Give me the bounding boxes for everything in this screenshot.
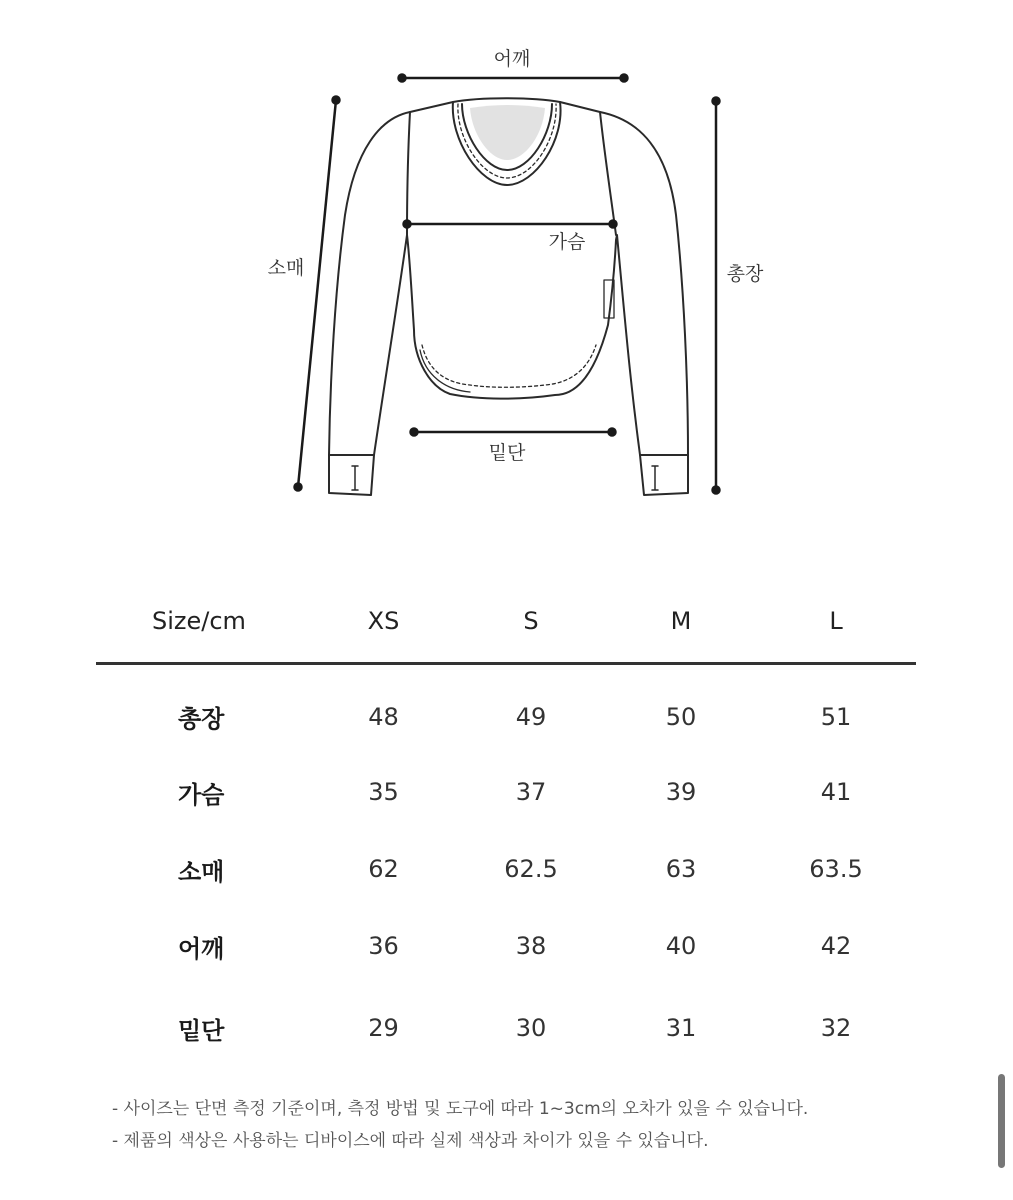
- table-row: [96, 767, 916, 817]
- row-label: 가슴: [178, 780, 225, 809]
- header-size-unit: Size/cm: [96, 580, 311, 664]
- table-cell: 40: [665, 932, 697, 960]
- shoulder-label: 어깨: [493, 48, 531, 70]
- header-m: M: [606, 580, 756, 664]
- table-row: [96, 664, 916, 768]
- size-table: [96, 580, 916, 1085]
- table-cell: 37: [515, 778, 547, 806]
- chest-label: 가슴: [548, 231, 586, 253]
- row-label: 총장: [178, 705, 225, 733]
- table-cell: 62: [368, 855, 399, 883]
- note-line: - 제품의 색상은 사용하는 디바이스에 따라 실제 색상과 차이가 있을 수 있습니다.: [112, 1131, 709, 1151]
- table-cell: 51: [820, 702, 852, 731]
- length-label: 총장: [726, 263, 764, 285]
- sleeve-label: 소매: [267, 257, 305, 279]
- table-cell: 38: [515, 932, 547, 960]
- garment-diagram: [0, 0, 1013, 560]
- table-cell: 35: [368, 778, 399, 806]
- header-s: S: [456, 580, 606, 664]
- table-row: [96, 971, 916, 1085]
- notes: [112, 1093, 808, 1157]
- table-cell: 36: [368, 932, 399, 960]
- table-cell: 63: [665, 855, 697, 883]
- hem-label: 밑단: [488, 442, 526, 464]
- table-row: [96, 921, 916, 971]
- table-cell: 32: [820, 1014, 852, 1042]
- table-cell: 41: [820, 778, 852, 806]
- table-cell: 42: [820, 932, 852, 960]
- header-xs: XS: [311, 580, 456, 664]
- table-cell: 48: [368, 702, 399, 731]
- table-cell: 29: [368, 1014, 399, 1042]
- table-cell: 49: [515, 702, 547, 731]
- row-label: 소매: [178, 857, 225, 886]
- header-l: L: [756, 580, 916, 664]
- table-cell: 63.5: [809, 855, 863, 883]
- table-cell: 50: [665, 702, 697, 731]
- table-header-row: [96, 580, 916, 664]
- table-cell: 62.5: [504, 855, 558, 883]
- table-cell: 31: [665, 1014, 697, 1042]
- scrollbar-thumb[interactable]: [998, 1074, 1005, 1168]
- table-cell: 39: [665, 778, 697, 806]
- note-line: - 사이즈는 단면 측정 기준이며, 측정 방법 및 도구에 따라 1~3cm의 오차가 있을 수 있습니다.: [112, 1099, 809, 1119]
- row-label: 밑단: [178, 1016, 225, 1045]
- row-label: 어깨: [178, 934, 225, 963]
- table-cell: 30: [515, 1014, 547, 1042]
- table-row: [96, 817, 916, 921]
